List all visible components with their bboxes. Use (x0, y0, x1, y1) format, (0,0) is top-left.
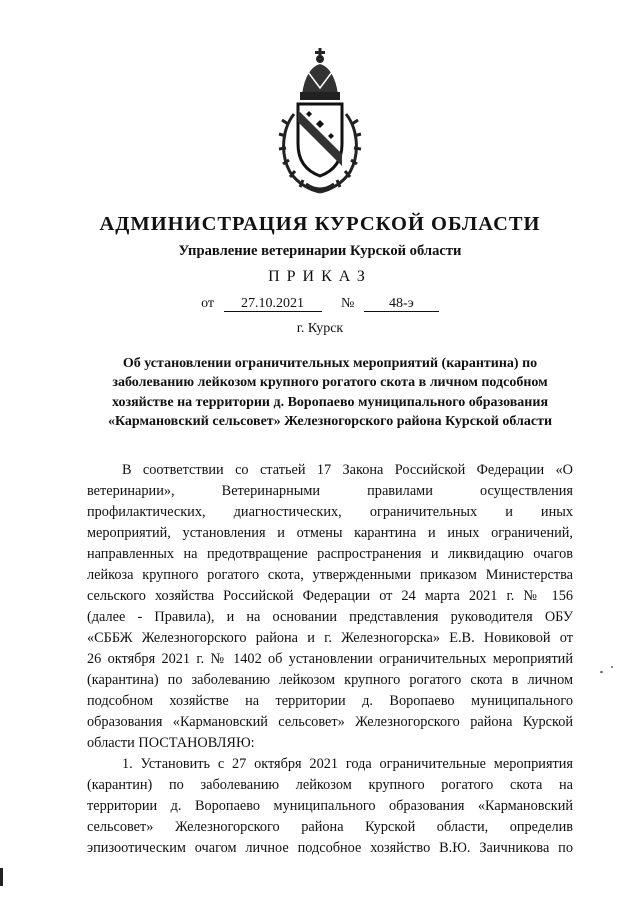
scan-edge-mark (0, 868, 3, 886)
order-date: 27.10.2021 (224, 296, 322, 312)
date-number-line (0, 296, 640, 312)
body-line: профилактических, диагностических, ограничительных и иных (87, 504, 573, 520)
department-name: Управление ветеринарии Курской области (178, 243, 462, 259)
body-line: «СББЖ Железногорского района и г. Железногорска» Е.В. Новиковой от (87, 630, 573, 646)
order-title-line: хозяйстве на территории д. Воропаево муниципального образования (111, 395, 549, 410)
organization-name: АДМИНИСТРАЦИЯ КУРСКОЙ ОБЛАСТИ (99, 213, 541, 235)
order-title-line: заболеванию лейкозом крупного рогатого скота в личном подсобном (112, 375, 548, 390)
order-title-line: «Кармановский сельсовет» Железногорского района Курской области (107, 414, 553, 429)
kursk-coat-of-arms-icon (272, 44, 368, 194)
body-line: сельского хозяйства Российской Федерации от 24 марта 2021 г. № 156 (87, 588, 573, 604)
date-prefix: от (201, 296, 215, 311)
number-label: № (341, 296, 355, 311)
body-line: образования «Кармановский сельсовет» Железногорского района Курской (87, 714, 573, 730)
body-line: 26 октября 2021 г. № 1402 об установлении ограничительных мероприятий (87, 651, 573, 667)
body-line: лейкоза крупного рогатого скота, утвержденными приказом Министерства (87, 567, 573, 583)
document-type: ПРИКАЗ (268, 268, 372, 285)
scan-speck (600, 671, 603, 673)
body-line: 1. Установить с 27 октября 2021 года ограничительные мероприятия (122, 756, 573, 772)
body-line: (далее - Правила), и на основании представления руководителя ОБУ (87, 609, 573, 625)
city: г. Курск (296, 321, 344, 336)
body-line: (карантин) по заболеванию лейкозом крупного рогатого скота на (87, 777, 573, 793)
body-line: территории д. Воропаево муниципального образования «Кармановский (87, 798, 573, 814)
body-line: ветеринарии», Ветеринарными правилами осуществления (87, 483, 573, 499)
order-title-line: Об установлении ограничительных мероприятий (карантина) по (122, 356, 538, 371)
body-line: (карантина) по заболеванию лейкозом крупного рогатого скота в личном (87, 672, 573, 688)
body-line: эпизоотическим очагом личное подсобное хозяйство В.Ю. Заичникова по (87, 840, 573, 856)
order-number: 48-э (364, 296, 439, 312)
body-line: мероприятий, установления и отмены карантина и иных ограничений, (87, 525, 573, 541)
body-line: направленных на предотвращение распространения и ликвидацию очагов (87, 546, 573, 562)
body-line: сельсовет» Железногорского района Курской области, определив (87, 819, 573, 835)
body-line: подсобном хозяйстве на территории д. Воропаево муниципального (87, 693, 573, 709)
body-line: В соответствии со статьей 17 Закона Российской Федерации «О (122, 462, 573, 478)
scan-speck (611, 666, 613, 668)
body-line: области ПОСТАНОВЛЯЮ: (87, 735, 255, 751)
